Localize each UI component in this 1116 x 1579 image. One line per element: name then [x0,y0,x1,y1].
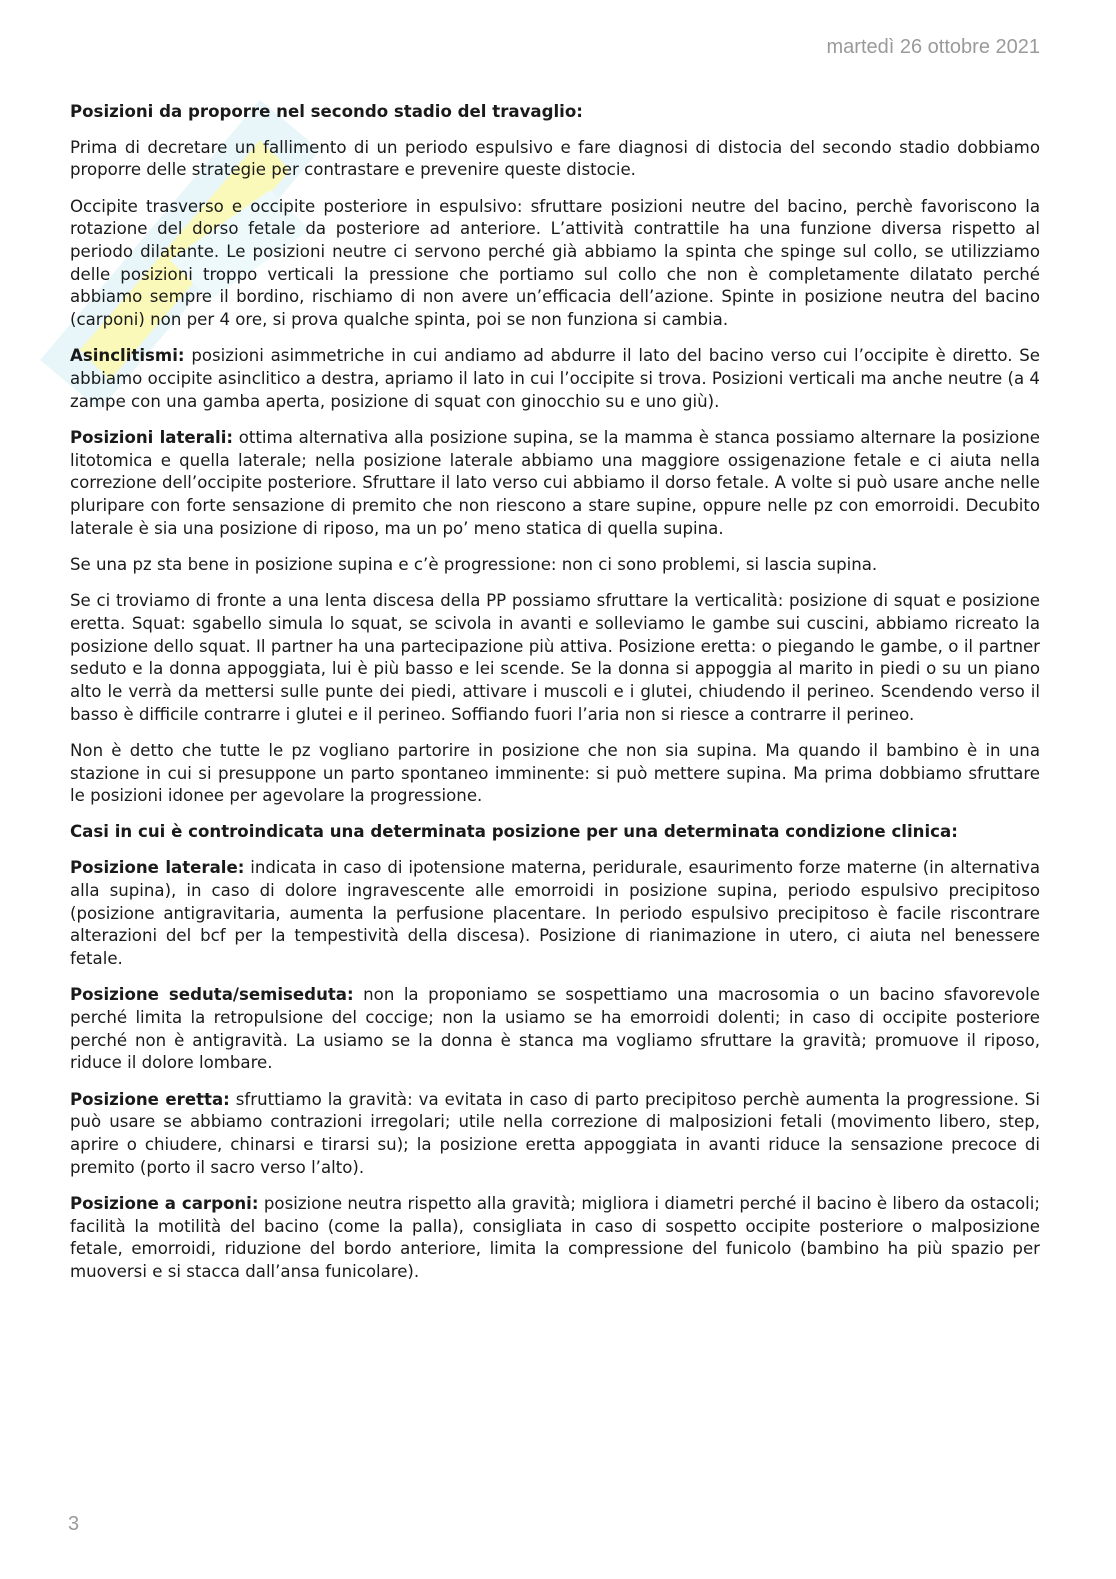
section-title: Casi in cui è controindicata una determinata posizione per una determinata condizione clinica: [70,822,958,842]
section-title: Posizioni da proporre nel secondo stadio del travaglio: [70,102,583,121]
term-text: posizioni asimmetriche in cui andiamo ad abdurre il lato del bacino verso cui l’occipite è diretto. Se abbiamo occipite asinclitico a destra, apriamo il lato in cui l’occipite si trova. Posizioni verticali ma anche neutre (a 4 zampe con una gamba aperta, posizione di squat con ginocchio su e uno giù). [70,346,1040,411]
term-text: indicata in caso di ipotensione materna, peridurale, esaurimento forze materne (in alternativa alla supina), in caso di dolore ingravescente alle emorroidi in posizione supina, periodo espulsivo precipitoso (posizione antigravitaria, aumenta la perfusione placentare. In periodo espulsivo precipitoso è facile riscontrare alterazioni del bcf per la tempestività della discesa). Posizione di rianimazione in utero, ci aiuta nel benessere fetale. [70,858,1040,968]
paragraph: Se una pz sta bene in posizione supina e c’è progressione: non ci sono problemi, si lascia supina. [70,554,878,574]
document-body [70,101,1040,1297]
page-number: 3 [68,1513,80,1535]
term-text: posizione neutra rispetto alla gravità; migliora i diametri perché il bacino è libero da ostacoli; facilità la motilità del bacino (come la palla), consigliata in caso di sospetto occipite posteriore o malposizione fetale, emorroidi, riduzione del bordo anteriore, limita la compressione del funicolo (bambino ha più spazio per muoversi e si stacca dall’ansa funicolare). [70,1193,1040,1281]
paragraph: Prima di decretare un fallimento di un periodo espulsivo e fare diagnosi di distocia del secondo stadio dobbiamo proporre delle strategie per contrastare e prevenire queste distocie. [70,137,1040,180]
term-label: Posizione eretta: [70,1089,230,1109]
term-text: non la proponiamo se sospettiamo una macrosomia o un bacino sfavorevole perché limita la retropulsione del coccige; non la usiamo se ha emorroidi dolenti; in caso di occipite posteriore perché non è antigravità. La usiamo se la donna è stanca ma vogliamo sfruttare la gravità; promuove il riposo, riduce il dolore lombare. [70,985,1040,1073]
paragraph-item [70,1193,1040,1284]
term-text: ottima alternativa alla posizione supina, se la mamma è stanca possiamo alternare la posizione litotomica e quella laterale; nella posizione laterale abbiamo una maggiore ossigenazione fetale e ci aiuta nella correzione dell’occipite posteriore. Sfruttare il lato verso cui abbiamo il dorso fetale. A volte si può usare anche nelle pluripare con forte sensazione di premito che non riescono a stare supine, oppure nelle pz con emorroidi. Decubito laterale è sia una posizione di riposo, ma un po’ meno statica di quella supina. [70,427,1040,538]
paragraph: Occipite trasverso e occipite posteriore in espulsivo: sfruttare posizioni neutre del bacino, perchè favoriscono la rotazione del dorso fetale da posteriore ad anteriore. L’attività contrattile ha una funzione diversa rispetto al periodo dilatante. Le posizioni neutre ci servono perché già abbiamo la spinta che spinge sul collo, se utilizziamo delle posizioni troppo verticali la pressione che portiamo sul collo che non è completamente dilatato perché abbiamo sempre il bordino, rischiamo di non avere un’efficacia dell’azione. Spinte in posizione neutra del bacino (carponi) non per 4 ore, si prova qualche spinta, poi se non funziona si cambia. [70,196,1040,330]
paragraph-asinclitismi [70,345,1040,413]
paragraph-item [70,1089,1040,1180]
term-label: Posizioni laterali: [70,427,234,447]
term-label: Posizione laterale: [70,858,245,878]
term-text: sfruttiamo la gravità: va evitata in caso di parto precipitoso perchè aumenta la progressione. Si può usare se abbiamo contrazioni irregolari; utile nella correzione di malposizioni fetali (movimento libero, step, aprire o chiudere, chinarsi e tirarsi su); la posizione eretta appoggiata in avanti riduce la sensazione precoce di premito (porto il sacro verso l’alto). [70,1089,1040,1177]
paragraph: Se ci troviamo di fronte a una lenta discesa della PP possiamo sfruttare la verticalità: posizione di squat e posizione eretta. Squat: sgabello simula lo squat, se scivola in avanti e solleviamo le gambe sui cuscini, abbiamo ricreato la posizione dello squat. Il partner ha una partecipazione più attiva. Posizione eretta: o piegando le gambe, o il partner seduto e la donna appoggiata, lui è più basso e lei scende. Se la donna si appoggia al marito in piedi o su un piano alto le verrà da mettersi sulle punte dei piedi, attivare i muscoli e i glutei, chiudendo il perineo. Scendendo verso il basso è difficile contrarre i glutei e il perineo. Soffiando fuori l’aria non si riesce a contrarre il perineo. [70,591,1040,724]
term-label: Posizione a carponi: [70,1193,259,1213]
paragraph-item [70,984,1040,1075]
paragraph-item [70,857,1040,971]
term-label: Posizione seduta/semiseduta: [70,985,354,1005]
header-date: martedì 26 ottobre 2021 [826,36,1040,58]
paragraph: Non è detto che tutte le pz vogliano partorire in posizione che non sia supina. Ma quando il bambino è in una stazione in cui si presuppone un parto spontaneo imminente: si può mettere supina. Ma prima dobbiamo sfruttare le posizioni idonee per agevolare la progressione. [70,740,1040,806]
paragraph-laterali [70,427,1040,541]
term-label: Asinclitismi: [70,346,185,366]
